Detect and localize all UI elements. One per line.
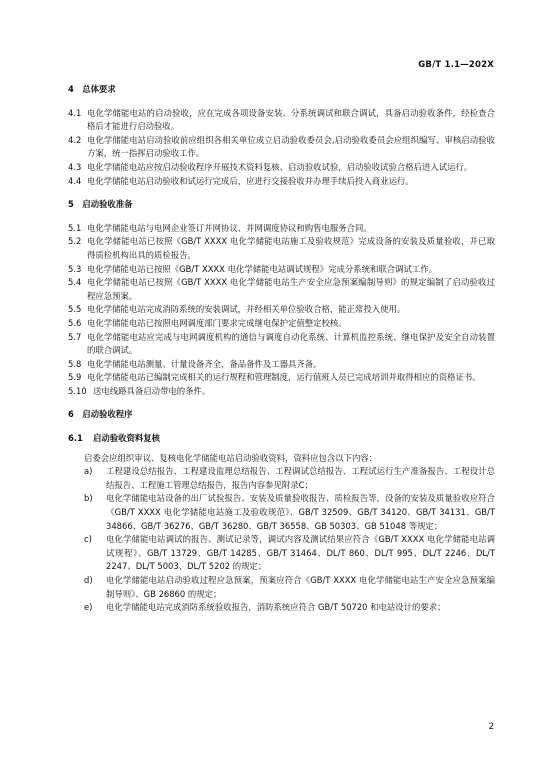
clause-text: 电化学储能电站已按照《GB/T XXXX 电化学储能电站调试规程》完成分系统和联合调试工作。 [87,263,437,274]
clause-5-8 [68,358,495,372]
list-item-d [68,574,495,601]
clause-number: 5.2 [68,236,82,247]
clause-5-2 [68,235,495,262]
list-text: 电化学储能电站调试的报告、测试记录等，调试内容及测试结果应符合《GB/T XXXX 电化学储能电站调试规程》、GB/T 13729、GB/T 14285、GB/T 31464、DL/T 860、DL/T 995、DL/T 2246、DL/T 2247、DL/T 5003、DL/T 5202 的规定； [106,534,495,572]
clause-text: 电化学储能电站启动验收和试运行完成后，应进行交接验收并办理手续后投入商业运行。 [87,175,414,186]
standard-code-header: GB/T 1.1—202X [418,60,494,70]
list-text: 工程建设总结报告、工程建设监理总结报告、工程调试总结报告、工程试运行生产准备报告、工程设计总结报告、工程施工管理总结报告，报告内容参见附录C； [106,466,495,490]
page-number: 2 [488,722,494,732]
subsection-6-1-heading [68,432,495,446]
clause-5-9 [68,371,495,385]
clause-text: 电化学储能电站已按照《GB/T XXXX 电化学储能电站生产安全应急预案编制导则》的规定编制了启动验收过程应急预案。 [87,277,495,301]
list-marker: e) [84,602,93,613]
list-marker: c) [84,534,92,545]
list-text: 电化学储能电站完成消防系统验收报告，消防系统应符合 GB/T 50720 和电站设计的要求； [106,602,446,613]
list-item-a [68,465,495,492]
list-text: 电化学储能电站启动验收过程应急预案，预案应符合《GB/T XXXX 电化学储能电站生产安全应急预案编制导则》、GB 26860 的规定； [106,575,495,599]
list-text: 电化学储能电站设备的出厂试验报告、安装及质量验收报告、质检报告等，设备的安装及质量验收应符合《GB/T XXXX 电化学储能电站施工及验收规范》、GB/T 32509、GB/T 34120、GB/T 34131、GB/T 34866、GB/T 36276、GB/T 36280、GB/T 36558、GB 50303、GB 51048 等规定； [106,493,495,531]
clause-number: 5.5 [68,304,82,315]
clause-text: 送电线路具备启动带电的条件。 [93,385,211,396]
list-marker: b) [84,493,93,504]
clause-number: 5.7 [68,331,82,342]
clause-text: 电化学储能电站完成消防系统的安装调试，并经相关单位验收合格，能正常投入使用。 [87,304,406,315]
clause-5-6 [68,317,495,331]
clause-text: 电化学储能电站应完成与电网调度机构的通信与调度自动化系统、计算机监控系统、继电保护及安全自动装置的联合调试。 [87,331,495,356]
list-item-c [68,533,495,574]
page-content [68,83,495,615]
clause-5-7 [68,331,495,358]
clause-number: 5.8 [68,358,82,369]
clause-5-5 [68,303,495,317]
clause-text: 电化学储能电站已按照电网调度部门要求完成继电保护定值整定校核。 [87,317,347,328]
clause-4-2 [68,134,495,161]
clause-number: 4.1 [68,107,82,118]
clause-5-10 [68,385,495,399]
clause-4-1 [68,107,495,134]
subsection-intro: 启委会应组织审议、复核电化学储能电站启动验收资料，资料应包含以下内容： [84,452,378,463]
clause-5-3 [68,263,495,277]
clause-text: 电化学储能电站测量、计量设备齐全，备品备件及工器具齐备。 [87,358,322,369]
clause-4-3 [68,161,495,175]
list-item-b [68,492,495,533]
clause-number: 5.6 [68,317,82,328]
clause-text: 电化学储能电站与电网企业签订并网协议、并网调度协议和购售电服务合同。 [87,222,372,233]
clause-number: 5.4 [68,277,82,288]
list-marker: d) [84,575,93,585]
section-6-title: 6 启动验收程序 [68,409,133,420]
list-item-e [68,601,495,615]
subsection-number: 6.1 [68,433,83,444]
list-marker: a) [84,466,93,477]
section-5-title: 5 启动验收准备 [68,199,133,210]
clause-number: 4.3 [68,161,82,172]
clause-number: 5.1 [68,222,82,233]
clause-number: 5.10 [68,385,87,396]
clause-number: 4.2 [68,134,82,145]
section-4-title: 4 总体要求 [68,84,116,94]
clause-5-1 [68,222,495,236]
clause-number: 5.9 [68,372,82,383]
clause-text: 电化学储能电站已编制完成相关的运行规程和管理制度，运行值班人员已完成培训并取得相应的资格证书。 [87,372,481,383]
subsection-title: 启动验收资料复核 [93,433,160,444]
clause-text: 电化学储能电站启动验收前应组织各相关单位成立启动验收委员会,启动验收委员会应组织编写、审核启动验收方案，统一指挥启动验收工作。 [87,134,495,159]
clause-text: 电化学储能电站的启动验收，应在完成各项设备安装、分系统调试和联合调试，具备启动验收条件，经检查合格后才能进行启动验收。 [87,107,495,132]
clause-4-4 [68,175,495,189]
clause-number: 5.3 [68,263,82,274]
clause-text: 电化学储能电站应按启动验收程序开展技术资料复核、启动验收试验，启动验收试验合格后进入试运行。 [87,161,473,172]
clause-text: 电化学储能电站已按照《GB/T XXXX 电化学储能电站施工及验收规范》完成设备的安装及质量验收，并已取得质检机构出具的质检报告。 [87,236,495,260]
clause-5-4 [68,276,495,303]
clause-number: 4.4 [68,175,82,186]
